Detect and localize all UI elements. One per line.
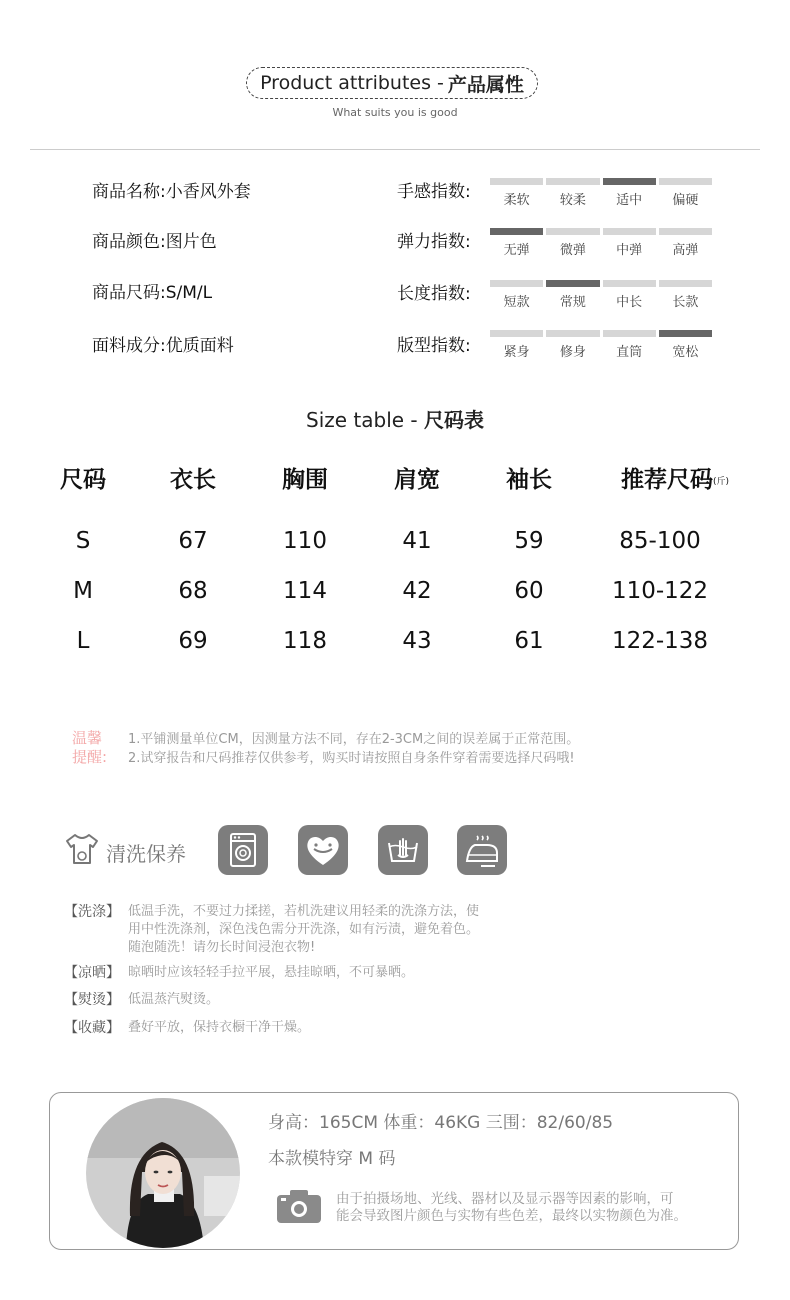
care-value	[128, 1019, 310, 1037]
table-cell: 118	[283, 628, 327, 654]
care-item-store	[64, 1019, 311, 1037]
scale-segment: 宽松	[659, 330, 712, 360]
table-cell: 85-100	[619, 528, 701, 554]
table-cell: 41	[402, 528, 432, 554]
table-cell: M	[73, 578, 93, 604]
index-scale-elasticity	[490, 228, 712, 258]
scale-segment: 紧身	[490, 330, 543, 360]
camera-icon	[276, 1188, 322, 1224]
index-title-elasticity: 弹力指数:	[397, 232, 471, 252]
care-value	[128, 964, 414, 982]
section-title-product-attributes	[246, 67, 538, 99]
table-cell: 110-122	[611, 578, 709, 604]
tip-label-line: 提醒:	[72, 748, 108, 766]
tip-line-2: 2.试穿报告和尺码推荐仅供参考，购买时请按照自身条件穿着需要选择尺码哦!	[128, 751, 575, 766]
tip-line-1: 1.平铺测量单位CM，因测量方法不同，存在2-3CM之间的误差属于正常范围。	[128, 732, 580, 747]
size-title-en: Size table -	[306, 408, 424, 432]
unit-note: (斤)	[712, 477, 730, 487]
care-line: 叠好平放，保持衣橱干净干燥。	[128, 1020, 311, 1035]
table-cell: 59	[514, 528, 544, 554]
table-header: 肩宽	[394, 467, 440, 493]
table-header: 衣长	[170, 467, 216, 493]
attribute-size: 商品尺码:S/M/L	[92, 283, 213, 303]
photo-disclaimer-line-2: 能会导致图片颜色与实物有些色差，最终以实物颜色为准。	[336, 1208, 687, 1224]
attribute-name: 商品名称:小香风外套	[92, 182, 251, 202]
care-value	[128, 991, 219, 1009]
table-cell: 110	[283, 528, 327, 554]
scale-segment: 中弹	[603, 228, 656, 258]
table-cell: 67	[178, 528, 208, 554]
index-title-fit: 版型指数:	[397, 336, 471, 356]
table-cell: 69	[178, 628, 208, 654]
care-key: 【收藏】	[64, 1020, 120, 1036]
scale-segment: 柔软	[490, 178, 543, 208]
care-line: 用中性洗涤剂，深色浅色需分开洗涤，如有污渍，避免着色。	[128, 922, 480, 937]
scale-segment: 适中	[603, 178, 656, 208]
washing-machine-icon	[218, 825, 268, 875]
index-scale-length	[490, 280, 712, 310]
scale-segment: 高弹	[659, 228, 712, 258]
care-key: 【洗涤】	[64, 904, 120, 920]
heart-icon	[298, 825, 348, 875]
table-cell: 122-138	[611, 628, 709, 654]
size-title-cn: 尺码表	[424, 408, 484, 432]
scale-segment: 中长	[603, 280, 656, 310]
size-table-title	[0, 404, 790, 433]
index-scale-fit	[490, 330, 712, 360]
table-header-recommended	[600, 461, 750, 494]
table-header: 胸围	[282, 467, 328, 493]
model-size-worn: 本款模特穿 M 码	[268, 1149, 396, 1169]
table-cell: 68	[178, 578, 208, 604]
hand-wash-icon	[378, 825, 428, 875]
care-line: 随泡随洗！请勿长时间浸泡衣物!	[128, 940, 316, 955]
scale-segment: 无弹	[490, 228, 543, 258]
model-stats: 身高：165CM 体重：46KG 三围：82/60/85	[268, 1113, 614, 1133]
scale-segment: 较柔	[546, 178, 599, 208]
scale-segment: 常规	[546, 280, 599, 310]
table-cell: S	[75, 528, 91, 554]
care-item-iron	[64, 991, 220, 1009]
care-key: 【熨烫】	[64, 992, 120, 1008]
scale-segment: 微弹	[546, 228, 599, 258]
tip-label-line: 温馨	[72, 729, 103, 747]
attribute-fabric: 面料成分:优质面料	[92, 336, 234, 356]
table-cell: L	[76, 628, 90, 654]
title-cn: 产品属性	[447, 73, 524, 96]
divider	[30, 149, 760, 150]
table-cell: 42	[402, 578, 432, 604]
table-cell: 61	[514, 628, 544, 654]
care-value	[128, 903, 479, 957]
model-avatar	[86, 1098, 240, 1248]
care-line: 晾晒时应该轻轻手拉平展，悬挂晾晒，不可暴晒。	[128, 965, 415, 980]
tshirt-icon	[64, 832, 100, 866]
index-title-length: 长度指数:	[397, 284, 471, 304]
table-header: 尺码	[60, 467, 106, 493]
scale-segment: 短款	[490, 280, 543, 310]
scale-segment: 修身	[546, 330, 599, 360]
table-header: 袖长	[506, 467, 552, 493]
index-title-hand-feel: 手感指数:	[397, 182, 471, 202]
care-title: 清洗保养	[106, 842, 186, 866]
scale-segment: 长款	[659, 280, 712, 310]
subtitle: What suits you is good	[332, 106, 458, 119]
scale-segment: 偏硬	[659, 178, 712, 208]
table-cell: 60	[514, 578, 544, 604]
table-cell: 114	[283, 578, 327, 604]
attribute-color: 商品颜色:图片色	[92, 232, 217, 252]
table-cell: 43	[402, 628, 432, 654]
care-item-wash	[64, 903, 480, 955]
header-label: 推荐尺码	[620, 467, 713, 493]
title-en: Product attributes -	[260, 72, 444, 94]
scale-segment: 直筒	[603, 330, 656, 360]
care-line: 低温手洗，不要过力揉搓，若机洗建议用轻柔的洗涤方法，使	[128, 904, 480, 919]
tip-label	[72, 729, 107, 767]
care-line: 低温蒸汽熨烫。	[128, 992, 220, 1007]
care-item-dry	[64, 964, 415, 982]
iron-icon	[457, 825, 507, 875]
index-scale-hand-feel	[490, 178, 712, 208]
care-key: 【凉晒】	[64, 965, 120, 981]
photo-disclaimer-line-1: 由于拍摄场地、光线、器材以及显示器等因素的影响，可	[336, 1191, 674, 1207]
